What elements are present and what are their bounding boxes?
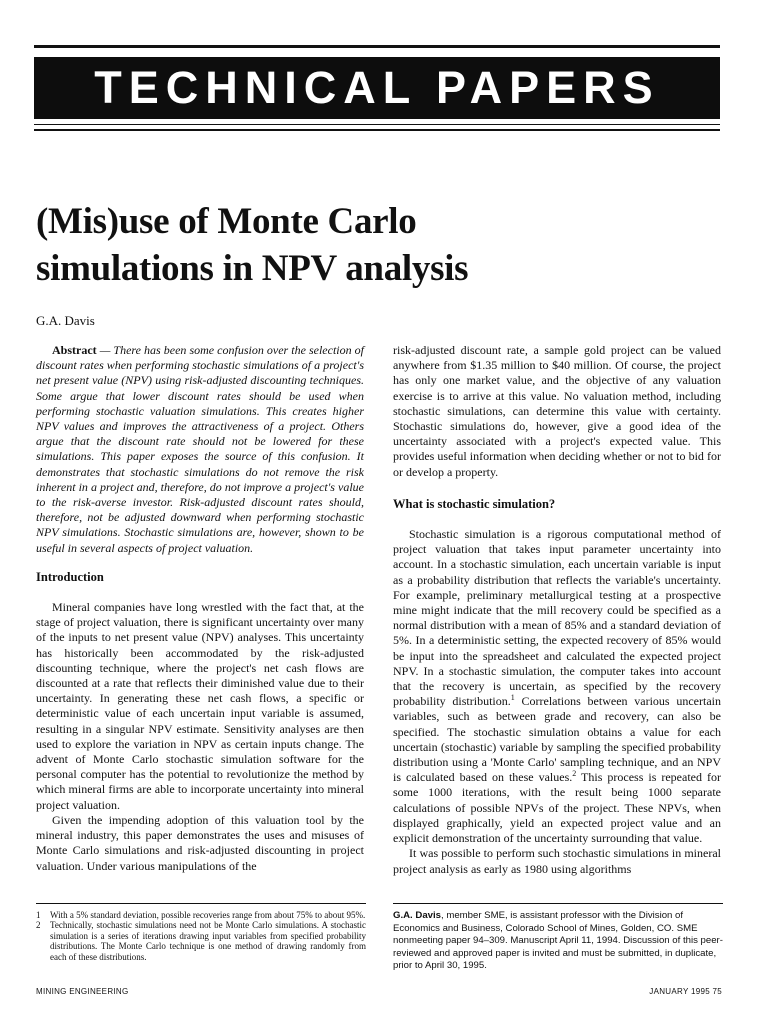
introduction-heading: Introduction [36,569,104,584]
footnote-text: Technically, stochastic simulations need not be Monte Carlo simulations. A stochastic simulation is a series of iterations drawing input variables from specified probability distributions. The Monte Carlo technique is one method of drawing randomly from each of these distributions. [50,920,366,962]
introduction-paragraph-1: Mineral companies have long wrestled with the fact that, at the stage of project valuation, there is significant uncertainty over many of the inputs to net present value (NPV) analyses. This uncertainty has historically been accommodated by the risk-adjusted discounting technique, where the project's net cash flows are discounted at a rate that reflects their diminished value due to their uncertainty. In generating these net cash flows, a specific or deterministic value of each uncertain input variable is assumed, resulting in a singular NPV estimate. Sensitivity analyses are then used to explore the variation in NPV as certain inputs change. The advent of Monte Carlo stochastic simulation software for the personal computer has the potential to revolutionize the method by which mineral firms are able to incorporate uncertainty into mineral project valuation. [36,600,364,812]
bio-rule [393,903,723,904]
stochastic-paragraph-1-part-2: Correlations between various uncertain variables, such as between grade and recovery, can also be specified. The stochastic simulation obtains a value for each uncertain (stochastic) variable by sampling the specified probability distribution using a 'Monte Carlo' sampling technique, and an NPV is calculated based on these values. [393,694,721,785]
title-line-2: simulations in NPV analysis [36,248,469,289]
footnote-text: With a 5% standard deviation, possible recoveries range from about 75% to about 95%. [50,910,366,920]
footnote-ref-1: 1 [510,693,515,703]
footer-issue-page: JANUARY 1995 75 [649,987,722,996]
footnotes [36,910,366,962]
right-column [393,343,721,877]
footnote-rule [36,903,366,904]
bio-text: , member SME, is assistant professor with the Division of Economics and Business, Colorado School of Mines, Golden, CO. SME nonmeeting paper 94–309. Manuscript April 11, 1994. Discussion of this peer-reviewed and approved paper is invited and must be submitted, in duplicate, prior to April 30, 1995. [393,910,723,972]
top-rule-thick [34,45,720,48]
footnote-number: 2 [36,920,41,931]
bio-author-name: G.A. Davis [393,910,441,921]
stochastic-simulation-heading: What is stochastic simulation? [393,496,556,511]
abstract-text: — There has been some confusion over the selection of discount rates when performing stochastic simulations of a project's net present value (NPV) using risk-adjusted discounting techniques. Some argue that lower discount rates should be used when performing stochastic valuation simulations. This creates higher NPV values and improves the attractiveness of a project. Others argue that the discount rate should not be lowered for these simulations. This paper exposes the source of this confusion. It demonstrates that stochastic simulations do not remove the risk inherent in a project and, therefore, do not improve a project's value to the risk-averse investor. Risk-adjusted discount rates should, therefore, not be adjusted downward when performing stochastic NPV simulations. Stochastic simulations are, however, shown to be useful in several aspects of project valuation. [36,343,364,555]
title-line-1: (Mis)use of Monte Carlo [36,201,417,242]
stochastic-paragraph-1-part-1: Stochastic simulation is a rigorous computational method of project valuation that takes input parameter uncertainty into account. In a stochastic simulation, each uncertain variable is input as a probability distribution that reflects the variable's uncertainty. For example, preliminary metallurgical testing at a prospective mine might indicate that the mill recovery could be specified as a normal distribution with a mean of 85% and a standard deviation of 5%. In a deterministic setting, the expected recovery of 85% would be input into the spreadsheet and calculated the expected project NPV. In a stochastic simulation, the computer takes into account that the recovery is uncertain, as specified by the recovery probability distribution. [393,527,721,709]
author-byline: G.A. Davis [36,313,95,328]
stochastic-paragraph-1-part-3: This process is repeated for some 1000 iterations, with the result being 1000 separate calculations of possible NPVs of the project. These NPVs, when displayed graphically, yield an expected project value and an explicit demonstration of the uncertainty surrounding that value. [393,770,721,846]
footnote-number: 1 [36,910,41,920]
stochastic-paragraph-2: It was possible to perform such stochastic simulations in mineral project analysis as early as 1980 using algorithms [393,846,721,876]
footer-journal: MINING ENGINEERING [36,987,129,996]
left-column [36,343,364,874]
footnote [36,910,366,920]
stochastic-paragraph-1 [393,527,721,846]
banner-rule-thin [34,124,720,125]
continued-paragraph: risk-adjusted discount rate, a sample gold project can be valued anywhere from $1.35 million to $40 million. Of course, the project has only one market value, and the objective of any valuation exercise is to arrive at this value. No valuation method, including stochastic simulations, can determine this value with certainty. Stochastic simulations do, however, give a good idea of the uncertainty associated with a project's expected value. This provides useful information when deciding whether or not to bid for or develop a property. [393,343,721,479]
section-banner: TECHNICAL PAPERS [34,57,720,119]
banner-rule-bottom [34,129,720,131]
footnote [36,920,366,962]
abstract-label: Abstract [52,343,97,357]
footnote-ref-2: 2 [572,769,577,779]
article-title [36,198,676,292]
author-bio [393,910,723,973]
abstract [36,343,364,556]
introduction-paragraph-2: Given the impending adoption of this valuation tool by the mineral industry, this paper demonstrates the uses and misuses of Monte Carlo simulations and risk-adjusted discounting in project valuation. Under various manipulations of the [36,812,364,873]
